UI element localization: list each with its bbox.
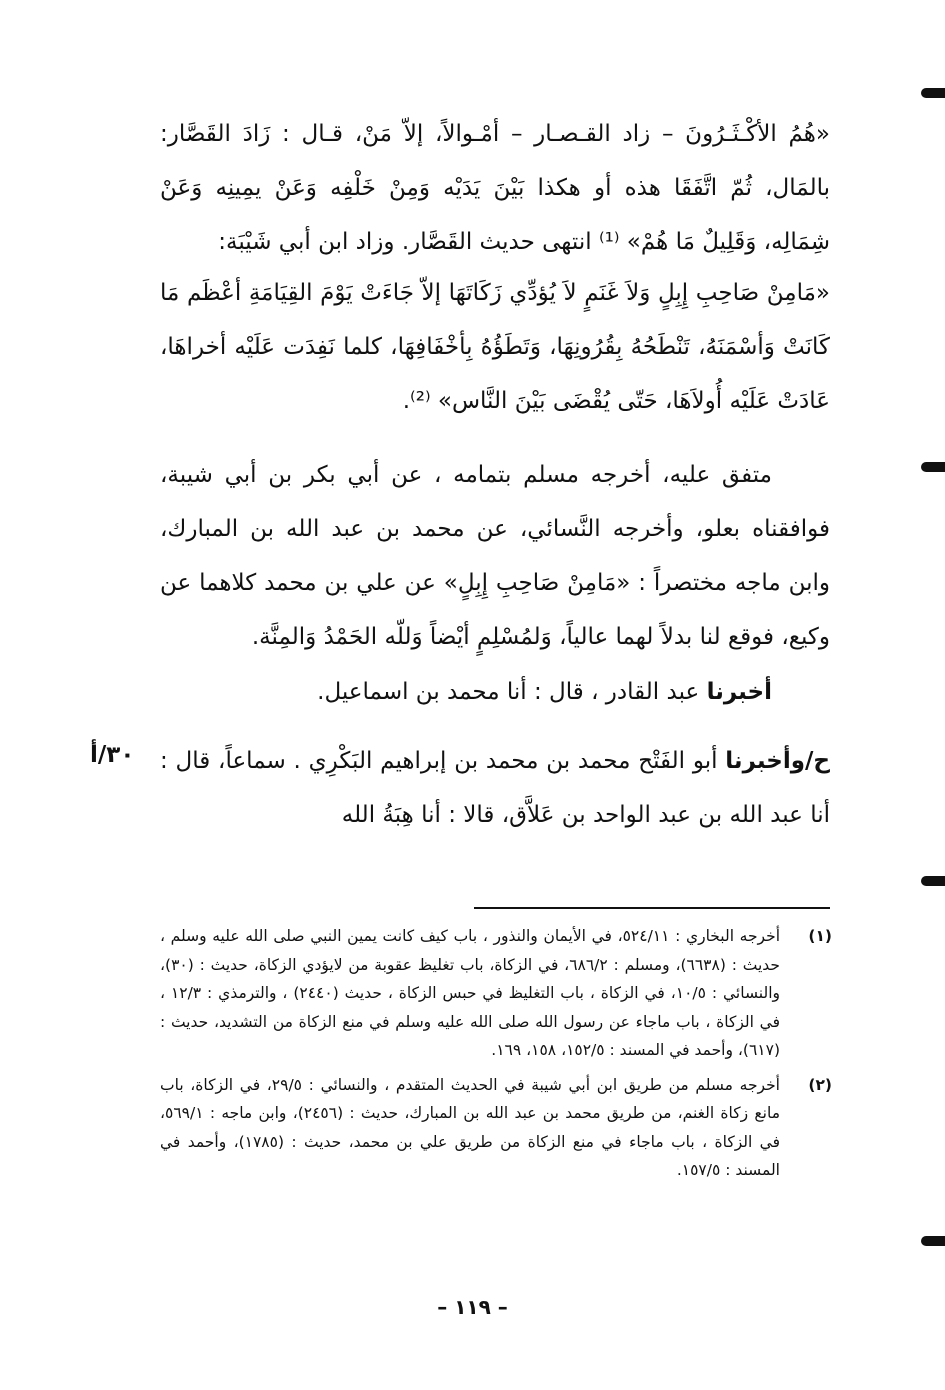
footnote-text: أخرجه مسلم من طريق ابن أبي شيبة في الحديث المتقدم ، والنسائي : ٢٩/٥، في الزكاة، باب مانع زكاة الغنم، من طريق محمد بن عبد الله بن المبارك، حديث : (٢٤٥٦)، وابن ماجه : ٥٦٩/١، في الزكاة ، باب ماجاء في منع الزكاة من طريق علي بن محمد، حديث : (١٧٨٥)، وأحمد في المسند : ١٥٧/٥. [160,1075,780,1179]
chain-line [160,734,830,842]
footnotes [160,922,832,1191]
page-edge-mark [921,88,945,98]
page-edge-mark [921,462,945,472]
hadith-paragraph: «مَامِنْ صَاحِبِ إِبِلٍ وَلاَ غَنَمٍ لاَ يُؤدِّي زَكَاتَهَا إلاّ جَاءَتْ يَوْمَ القِيَامَةِ أعْظَم مَا كَانَتْ وَأسْمَنَهُ، تَنْطَحُهُ بِقُرُونِهَا، وَتَطَؤُهُ بِأخْفَافِهَا، كلما نَفِدَت عَلَيْه أخراهَا، عَادَتْ عَلَيْه أُولاَهَا، حَتّى يُقْضَى بَيْنَ النَّاس» ⁽²⁾. [160,280,830,414]
footnote-text: أخرجه البخاري : ٥٢٤/١١، في الأيمان والنذور ، باب كيف كانت يمين النبي صلى الله عليه وسلم ، حديث : (٦٦٣٨)، ومسلم : ٦٨٦/٢، في الزكاة، باب تغليظ عقوبة من لايؤدي الزكاة، حديث : (٣٠)، والنسائي : ١٠/٥، في الزكاة ، باب التغليظ في حبس الزكاة ، حديث (٢٤٤٠) ، والترمذي : ١٢/٣ ، في الزكاة ، باب ماجاء عن رسول الله صلى الله عليه وسلم في منع الزكاة من التشديد، حديث : (٦١٧)، وأحمد في المسند : ١٥٢/٥، ١٥٨، ١٦٩. [160,927,781,1059]
page-edge-mark [921,1236,945,1246]
footnote [160,922,832,1065]
manuscript-folio-note: ٣٠/أ [90,742,135,768]
commentary-paragraph: متفق عليه، أخرجه مسلم بتمامه ، عن أبي بكر بن أبي شيبة، فوافقناه بعلو، وأخرجه النَّسائي، عن محمد بن عبد الله بن المبارك، وابن ماجه مختصراً : «مَامِنْ صَاحِبِ إِبِلٍ» عن علي بن محمد كلاهما عن وكيع، فوقع لنا بدلاً لهما عالياً، وَلمُسْلِمٍ أيْضاً وَللّه الحَمْدُ وَالمِنَّة. [160,462,830,650]
chain-line [160,665,830,719]
chain-keyword: ح/وأخبرنا [725,748,830,774]
page-number: – ١١٩ – [437,1295,508,1319]
chain-text: أبو الفَتْح محمد بن محمد بن إبراهيم البَكْرِي . سماعاً، قال : أنا عبد الله بن عبد الواحد بن عَلاَّق، قالا : أنا هِبَةُ الله [160,748,830,828]
footnote-divider [474,907,830,909]
footnote [160,1071,832,1185]
chain-text: عبد القادر ، قال : أنا محمد بن اسماعيل. [317,679,707,705]
footnote-number: (١) [808,927,832,945]
page-edge-mark [921,876,945,886]
chain-keyword: أخبرنا [706,679,772,705]
hadith-paragraph: «هُمُ الأكْـثَـرُونَ – زاد القـصـار – أمْـوالاً، إلاّ مَنْ، قـال : زَادَ القَصَّار: بالمَال، ثُمّ اتَّفَقَا هذه أو هكذا بَيْنَ يَدَيْه وَمِنْ خَلْفِه وَعَنْ يمِينِه وَعَنْ شِمَالِه، وَقَلِيلٌ مَا هُمْ» ⁽¹⁾ انتهى حديث القَصَّار. وزاد ابن أبي شَيْبَة: [160,121,830,255]
footnote-number: (٢) [808,1075,832,1094]
